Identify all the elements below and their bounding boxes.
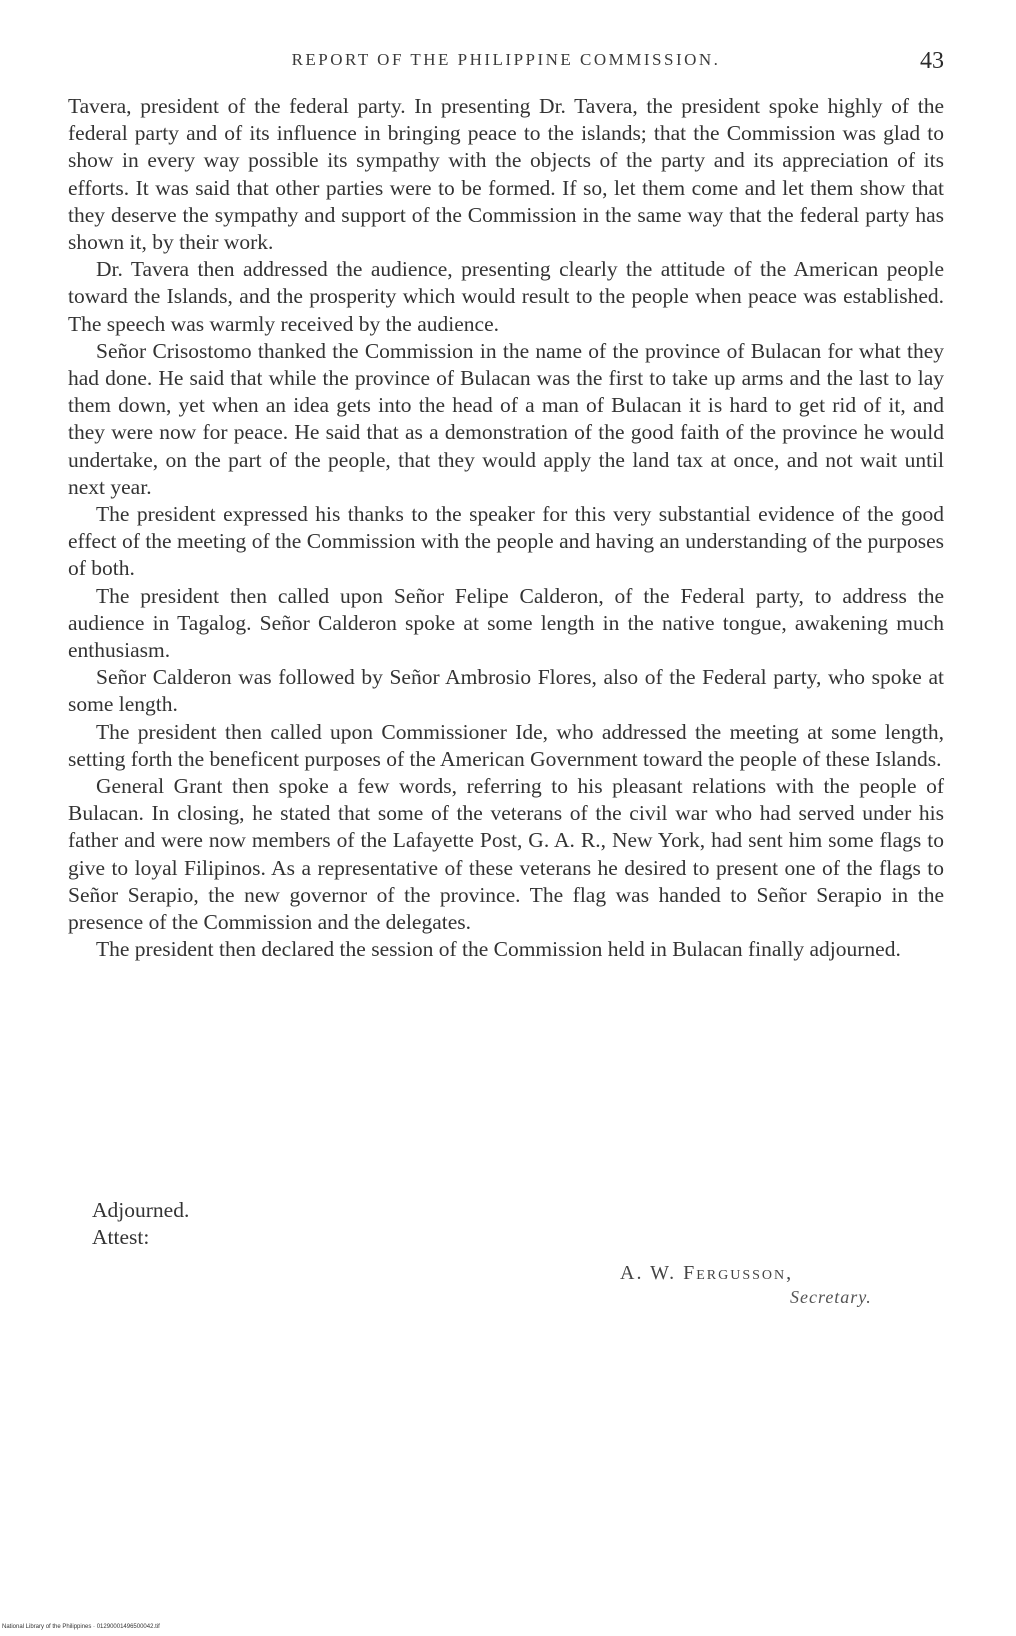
body-text xyxy=(68,93,944,964)
signatory-title: Secretary. xyxy=(790,1287,872,1307)
paragraph: Señor Crisostomo thanked the Commission in the name of the province of Bulacan for what they had done. He said that while the province of Bulacan was the first to take up arms and the last to lay them down, yet when an idea gets into the head of a man of Bulacan it is hard to get rid of it, and they were now for peace. He said that as a demonstration of the good faith of the province he would undertake, on the part of the people, that they would apply the land tax at once, and not wait until next year. xyxy=(68,338,944,499)
signature-block xyxy=(620,1262,872,1308)
running-head: REPORT OF THE PHILIPPINE COMMISSION. xyxy=(291,50,721,69)
paragraph: General Grant then spoke a few words, referring to his pleasant relations with the people of Bulacan. In closing, he stated that some of the veterans of the civil war who had served under his father and were now members of the Lafayette Post, G. A. R., New York, had sent him some flags to give to loyal Filipinos. As a representative of these veterans he desired to present one of the flags to Señor Serapio, the new governor of the province. The flag was handed to Señor Serapio in the presence of the Commission and the delegates. xyxy=(68,774,944,935)
closing-block xyxy=(92,1197,189,1251)
paragraph: Señor Calderon was followed by Señor Ambrosio Flores, also of the Federal party, who spoke at some length. xyxy=(68,665,944,717)
paragraph: The president then called upon Commissioner Ide, who addressed the meeting at some length, setting forth the beneficent purposes of the American Government toward the people of these Islands. xyxy=(68,719,944,771)
paragraph: The president then declared the session of the Commission held in Bulacan finally adjourned. xyxy=(96,937,901,962)
paragraph: Dr. Tavera then addressed the audience, presenting clearly the attitude of the American people toward the Islands, and the prosperity which would result to the people when peace was established. The speech was warmly received by the audience. xyxy=(68,257,944,336)
paragraph: The president then called upon Señor Felipe Calderon, of the Federal party, to address the audience in Tagalog. Señor Calderon spoke at some length in the native tongue, awakening much enthusiasm. xyxy=(68,583,944,663)
page-number: 43 xyxy=(920,48,944,74)
paragraph: The president expressed his thanks to the speaker for this very substantial evidence of the good effect of the meeting of the Commission with the people and having an understanding of the purposes of both. xyxy=(68,502,944,581)
page-header xyxy=(68,48,944,78)
adjourned-line: Adjourned. xyxy=(92,1198,190,1222)
scan-credit: National Library of the Philippines · 01290001496500042.tif xyxy=(2,1624,160,1630)
attest-line: Attest: xyxy=(92,1225,150,1249)
signatory-name: A. W. Fergusson, xyxy=(620,1262,794,1284)
paragraph: Tavera, president of the federal party. In presenting Dr. Tavera, the president spoke highly of the federal party and of its influence in bringing peace to the islands; that the Commission was glad to show in every way possible its sympathy with the objects of the party and its appreciation of its efforts. It was said that other parties were to be formed. If so, let them come and let them show that they deserve the sympathy and support of the Commission in the same way that the federal party has shown it, by their work. xyxy=(68,94,944,255)
